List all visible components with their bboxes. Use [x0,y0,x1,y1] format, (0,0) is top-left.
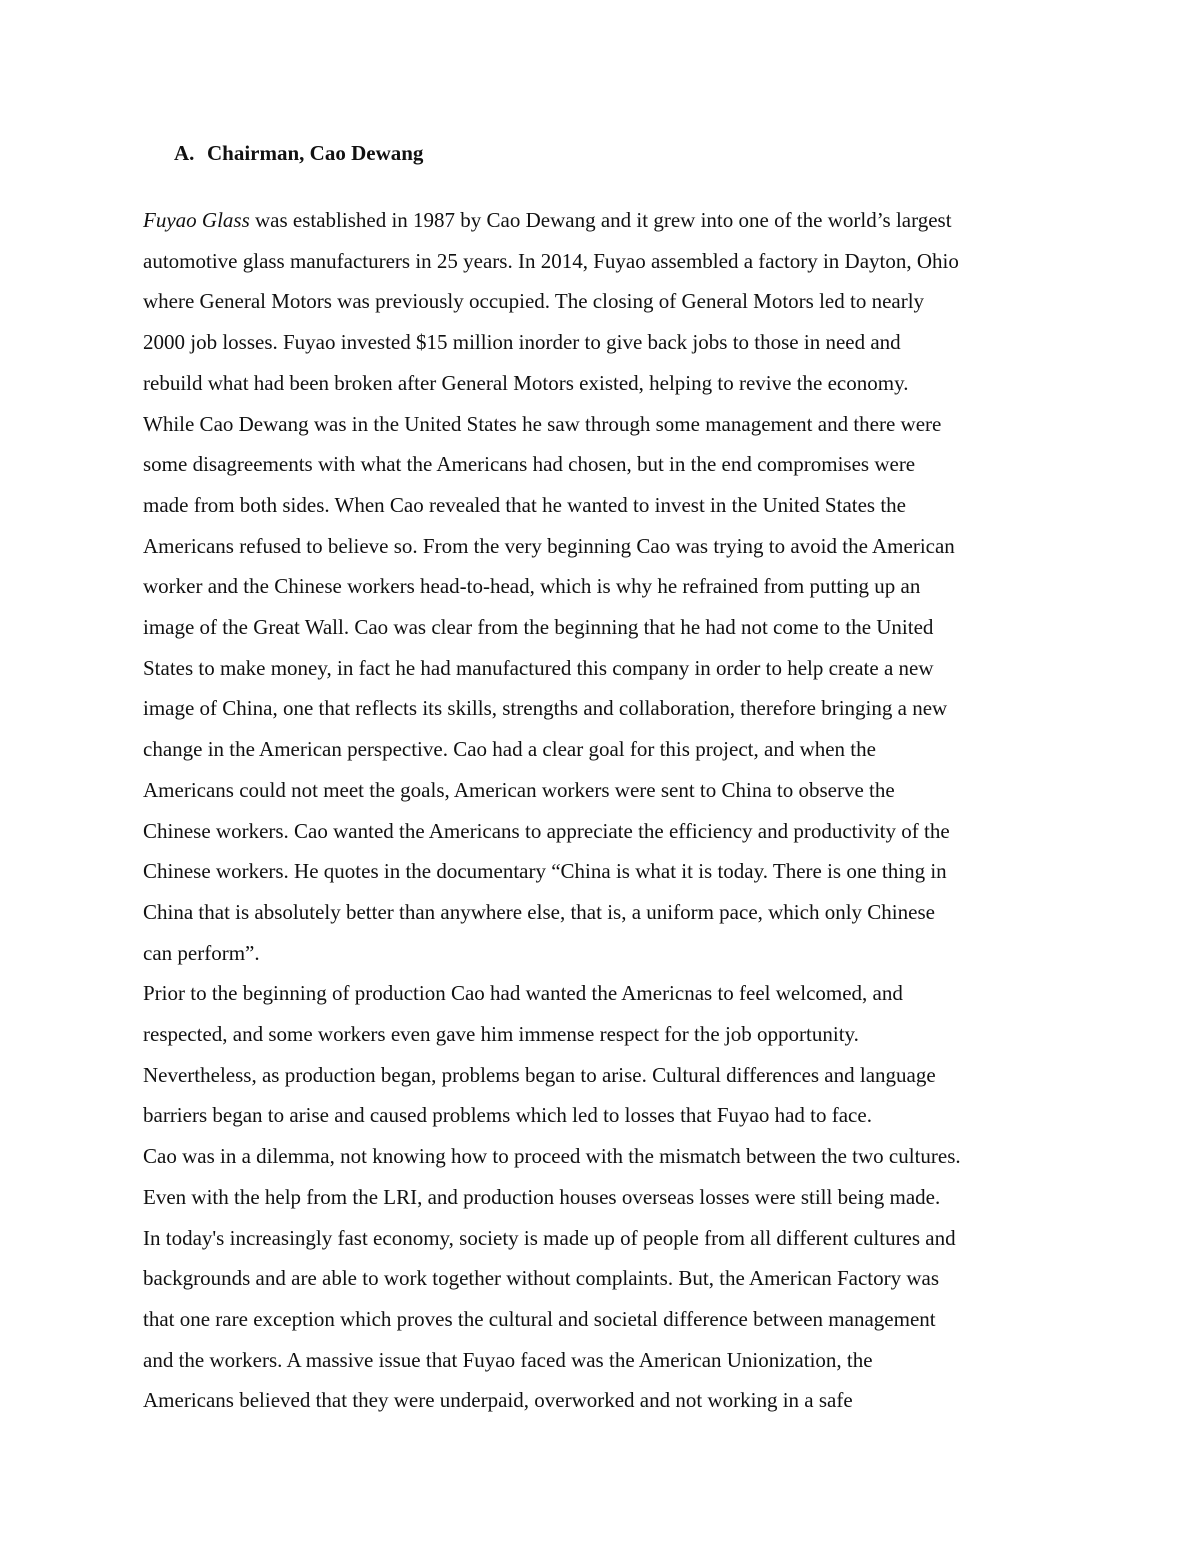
text-line: worker and the Chinese workers head-to-head, which is why he refrained from putting up an [143,574,921,599]
text-line: Chinese workers. He quotes in the documentary “China is what it is today. There is one thing in [143,859,947,884]
text-line: States to make money, in fact he had manufactured this company in order to help create a new [143,655,934,680]
text-line: that one rare exception which proves the cultural and societal difference between management [143,1306,936,1331]
section-heading [174,141,423,166]
text-line: In today's increasingly fast economy, society is made up of people from all different cultures and [143,1225,956,1250]
text-line: change in the American perspective. Cao had a clear goal for this project, and when the [143,737,876,762]
body-text [143,200,1073,1421]
text-line: Cao was in a dilemma, not knowing how to proceed with the mismatch between the two cultures. [143,1144,961,1169]
text-line: and the workers. A massive issue that Fuyao faced was the American Unionization, the [143,1347,873,1372]
text-line: Chinese workers. Cao wanted the Americans to appreciate the efficiency and productivity of the [143,818,950,843]
text-line: can perform”. [143,940,260,965]
text-line: automotive glass manufacturers in 25 years. In 2014, Fuyao assembled a factory in Dayton, Ohio [143,248,959,273]
text-line: Americans refused to believe so. From the very beginning Cao was trying to avoid the American [143,533,955,558]
text-line: barriers began to arise and caused problems which led to losses that Fuyao had to face. [143,1103,872,1128]
text-line: Americans believed that they were underpaid, overworked and not working in a safe [143,1388,853,1413]
text-line: Even with the help from the LRI, and production houses overseas losses were still being made. [143,1184,941,1209]
text-line: backgrounds and are able to work together without complaints. But, the American Factory was [143,1266,940,1291]
text-line: image of the Great Wall. Cao was clear from the beginning that he had not come to the United [143,615,934,640]
text-line: Prior to the beginning of production Cao had wanted the Americnas to feel welcomed, and [143,981,903,1006]
text-line: where General Motors was previously occupied. The closing of General Motors led to nearly [143,289,925,314]
text-line: some disagreements with what the Americans had chosen, but in the end compromises were [143,452,916,477]
text-line: China that is absolutely better than anywhere else, that is, a uniform pace, which only Chinese [143,899,935,924]
text-line: Nevertheless, as production began, problems began to arise. Cultural differences and language [143,1062,936,1087]
text-line [143,200,1073,241]
text-line: respected, and some workers even gave him immense respect for the job opportunity. [143,1022,859,1047]
text-line: 2000 job losses. Fuyao invested $15 million inorder to give back jobs to those in need and [143,330,901,355]
text-line: made from both sides. When Cao revealed that he wanted to invest in the United States the [143,492,906,517]
text-line: image of China, one that reflects its skills, strengths and collaboration, therefore bringing a new [143,696,948,721]
text-line: Americans could not meet the goals, American workers were sent to China to observe the [143,777,895,802]
text-line: rebuild what had been broken after General Motors existed, helping to revive the economy. [143,370,909,395]
company-name: Fuyao Glass [143,208,250,232]
text-line-rest: was established in 1987 by Cao Dewang and it grew into one of the world’s largest [249,208,952,232]
section-title: Chairman, Cao Dewang [207,141,424,165]
text-line: While Cao Dewang was in the United States he saw through some management and there were [143,411,942,436]
section-marker: A. [174,141,195,165]
